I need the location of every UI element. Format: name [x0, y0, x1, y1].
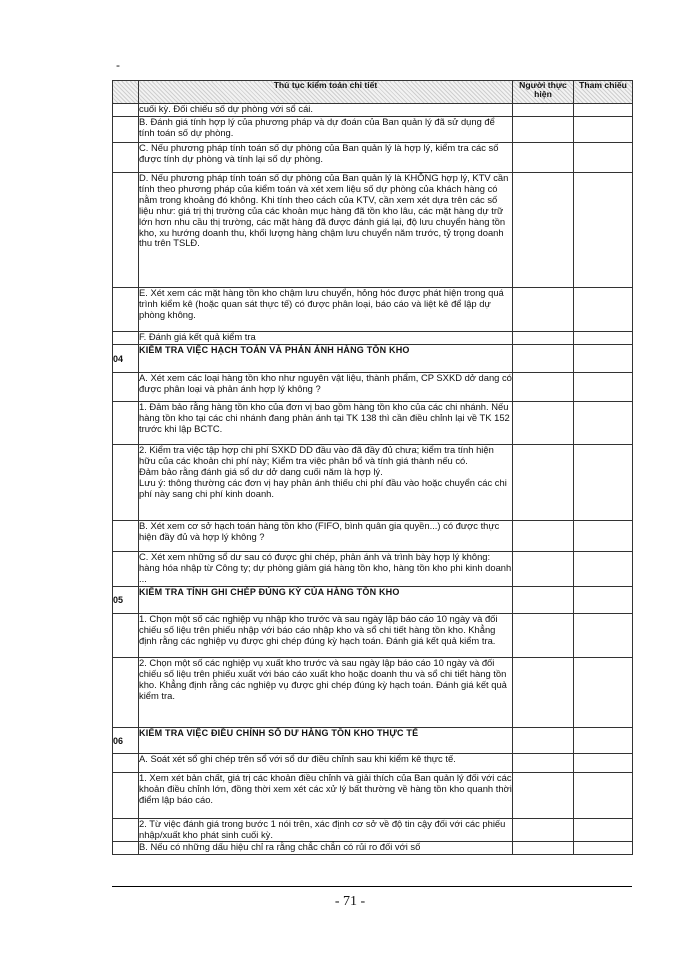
- reference-cell: [574, 773, 633, 819]
- stray-dash: -: [116, 58, 120, 72]
- performer-cell: [513, 402, 574, 445]
- procedure-row: [113, 754, 633, 773]
- performer-cell: [513, 332, 574, 345]
- procedure-text: 1. Đảm bảo rằng hàng tồn kho của đơn vị bao gồm hàng tồn kho của các chi nhánh. Nếu hàng tồn kho tại các chi nhánh đang phản ánh tại TK 138 thì cần điều chỉnh lại về TK 152 trước khi lập BCTC.: [139, 402, 513, 445]
- performer-cell: [513, 754, 574, 773]
- performer-cell: [513, 373, 574, 402]
- header-procedure: Thủ tục kiểm toán chi tiết: [139, 81, 513, 104]
- procedure-row: [113, 819, 633, 842]
- procedure-row: [113, 117, 633, 143]
- performer-cell: [513, 552, 574, 587]
- step-number: [113, 819, 139, 842]
- reference-cell: [574, 587, 633, 614]
- performer-cell: [513, 345, 574, 373]
- step-number: [113, 173, 139, 288]
- step-number: [113, 521, 139, 552]
- step-number: [113, 373, 139, 402]
- performer-cell: [513, 773, 574, 819]
- procedure-row: [113, 332, 633, 345]
- reference-cell: [574, 143, 633, 173]
- performer-cell: [513, 143, 574, 173]
- procedure-row: [113, 402, 633, 445]
- performer-cell: [513, 728, 574, 754]
- step-number: [113, 332, 139, 345]
- performer-cell: [513, 445, 574, 521]
- step-number: [113, 614, 139, 658]
- reference-cell: [574, 104, 633, 117]
- reference-cell: [574, 445, 633, 521]
- section-row: [113, 345, 633, 373]
- performer-cell: [513, 288, 574, 332]
- procedure-text: cuối kỳ. Đối chiếu số dự phòng với sổ cái.: [139, 104, 513, 117]
- performer-cell: [513, 658, 574, 728]
- table-body: [113, 104, 633, 855]
- step-number: [113, 754, 139, 773]
- performer-cell: [513, 819, 574, 842]
- step-number: [113, 773, 139, 819]
- procedure-text: B. Xét xem cơ sở hạch toán hàng tồn kho (FIFO, bình quân gia quyền...) có được thực hiện đầy đủ và hợp lý không ?: [139, 521, 513, 552]
- procedure-row: [113, 288, 633, 332]
- page-number: - 71 -: [334, 894, 366, 909]
- procedure-row: [113, 658, 633, 728]
- reference-cell: [574, 614, 633, 658]
- procedure-row: [113, 445, 633, 521]
- step-number: [113, 104, 139, 117]
- step-number: 05: [113, 587, 139, 614]
- procedure-text: A. Xét xem các loại hàng tồn kho như nguyên vật liệu, thành phẩm, CP SXKD dở dang có được phân loại và phản ánh hợp lý không ?: [139, 373, 513, 402]
- reference-cell: [574, 658, 633, 728]
- reference-cell: [574, 288, 633, 332]
- performer-cell: [513, 614, 574, 658]
- procedure-row: [113, 104, 633, 117]
- procedure-text: 1. Chọn một số các nghiệp vụ nhập kho trước và sau ngày lập báo cáo 10 ngày và đối chiếu số liệu trên phiếu nhập với báo cáo nhập kho và sổ chi tiết hàng tồn kho. Khẳng định rằng các nghiệp vụ được ghi chép đúng kỳ hạch toán. Đánh giá kết quả kiểm tra.: [139, 614, 513, 658]
- step-number: [113, 445, 139, 521]
- procedure-row: [113, 773, 633, 819]
- step-number: [113, 143, 139, 173]
- step-number: 06: [113, 728, 139, 754]
- reference-cell: [574, 402, 633, 445]
- reference-cell: [574, 332, 633, 345]
- step-number: [113, 402, 139, 445]
- section-row: [113, 587, 633, 614]
- procedure-text: 1. Xem xét bản chất, giá trị các khoản điều chỉnh và giải thích của Ban quản lý đối với các khoản điều chỉnh lớn, đồng thời xem xét các xử lý bất thường về hàng tồn kho quanh thời điểm lập báo cáo.: [139, 773, 513, 819]
- step-number: [113, 288, 139, 332]
- reference-cell: [574, 552, 633, 587]
- performer-cell: [513, 104, 574, 117]
- procedure-text: B. Nếu có những dấu hiệu chỉ ra rằng chắc chắn có rủi ro đối với số: [139, 841, 513, 854]
- reference-cell: [574, 173, 633, 288]
- header-performer: Người thực hiện: [513, 81, 574, 104]
- reference-cell: [574, 819, 633, 842]
- procedure-text: A. Soát xét sổ ghi chép trên sổ với sổ dư điều chỉnh sau khi kiểm kê thực tế.: [139, 754, 513, 773]
- audit-procedure-table: [112, 80, 633, 855]
- procedure-text: 2. Kiểm tra việc tập hợp chi phí SXKD DD đầu vào đã đầy đủ chưa; kiểm tra tính hiện hữu của các khoản chi phí này; Kiểm tra việc phân bổ và tính giá thành nếu có. Đảm bảo rằng đánh giá sổ dư dở dang cuối năm là hợp lý. Lưu ý: thông thường các đơn vị hay phản ánh thiếu chi phí đầu vào hoặc chuyển các chi phí này sang chi phí kinh doanh.: [139, 445, 513, 521]
- section-title: KIỂM TRA VIỆC ĐIỀU CHỈNH SỐ DƯ HÀNG TỒN KHO THỰC TẾ: [139, 728, 513, 754]
- procedure-text: B. Đánh giá tính hợp lý của phương pháp và dự đoán của Ban quản lý đã sử dụng để tính toán số dự phòng.: [139, 117, 513, 143]
- procedure-text: C. Xét xem những sổ dư sau có được ghi chép, phản ánh và trình bày hợp lý không: hàng hóa nhập từ Công ty; dự phòng giảm giá hàng tồn kho, hàng tồn kho phi kinh doanh ...: [139, 552, 513, 587]
- procedure-row: [113, 841, 633, 854]
- procedure-row: [113, 614, 633, 658]
- performer-cell: [513, 521, 574, 552]
- reference-cell: [574, 345, 633, 373]
- performer-cell: [513, 117, 574, 143]
- step-number: 04: [113, 345, 139, 373]
- procedure-text: C. Nếu phương pháp tính toán số dự phòng của Ban quản lý là hợp lý, kiểm tra các số được tính dự phòng và tính lại số dự phòng.: [139, 143, 513, 173]
- procedure-text: D. Nếu phương pháp tính toán số dự phòng của Ban quản lý là KHÔNG hợp lý, KTV cần tính theo phương pháp của kiểm toán và xét xem liệu số dự phòng của khách hàng có nằm trong khoảng đó không. Khi tính theo cách của KTV, cần xem xét dựa trên các số liệu như: giá trị thị trường của các khoản mục hàng đã tồn kho lâu, các mặt hàng dự trữ lớn hơn nhu cầu thị trường, các mặt hàng đã được đánh giá lại, độ lưu chuyển hàng tồn kho, xu hướng doanh thu, khối lượng hàng chậm lưu chuyển năm trước, tỷ trọng doanh thu trên TSLĐ.: [139, 173, 513, 288]
- step-number: [113, 841, 139, 854]
- header-blank-cell: [113, 81, 139, 104]
- performer-cell: [513, 841, 574, 854]
- section-title: KIỂM TRA TÍNH GHI CHÉP ĐÚNG KỲ CỦA HÀNG TỒN KHO: [139, 587, 513, 614]
- table-header-row: [113, 81, 633, 104]
- procedure-text: E. Xét xem các mặt hàng tồn kho chậm lưu chuyển, hỏng hóc được phát hiện trong quá trình kiểm kê (hoặc quan sát thực tế) có được phân loại, báo cáo và liệt kê để lập dự phòng không.: [139, 288, 513, 332]
- reference-cell: [574, 117, 633, 143]
- step-number: [113, 658, 139, 728]
- footer-rule: [112, 886, 632, 887]
- step-number: [113, 552, 139, 587]
- reference-cell: [574, 373, 633, 402]
- section-row: [113, 728, 633, 754]
- procedure-text: 2. Chọn một số các nghiệp vụ xuất kho trước và sau ngày lập báo cáo 10 ngày và đối chiếu số liệu trên phiếu xuất với báo cáo xuất kho hoặc doanh thu và sổ chi tiết hàng tồn kho. Khẳng định rằng các nghiệp vụ được ghi chép đúng kỳ hạch toán. Đánh giá kết quả kiểm tra.: [139, 658, 513, 728]
- procedure-row: [113, 373, 633, 402]
- procedure-row: [113, 143, 633, 173]
- header-reference: Tham chiếu: [574, 81, 633, 104]
- performer-cell: [513, 173, 574, 288]
- reference-cell: [574, 841, 633, 854]
- procedure-row: [113, 552, 633, 587]
- procedure-text: F. Đánh giá kết quả kiểm tra: [139, 332, 513, 345]
- procedure-row: [113, 521, 633, 552]
- section-title: KIỂM TRA VIỆC HẠCH TOÁN VÀ PHẢN ÁNH HÀNG TỒN KHO: [139, 345, 513, 373]
- performer-cell: [513, 587, 574, 614]
- reference-cell: [574, 728, 633, 754]
- reference-cell: [574, 754, 633, 773]
- procedure-row: [113, 173, 633, 288]
- step-number: [113, 117, 139, 143]
- procedure-text: 2. Từ việc đánh giá trong bước 1 nói trên, xác định cơ sở về độ tin cậy đối với các phiếu nhập/xuất kho phát sinh cuối kỳ.: [139, 819, 513, 842]
- reference-cell: [574, 521, 633, 552]
